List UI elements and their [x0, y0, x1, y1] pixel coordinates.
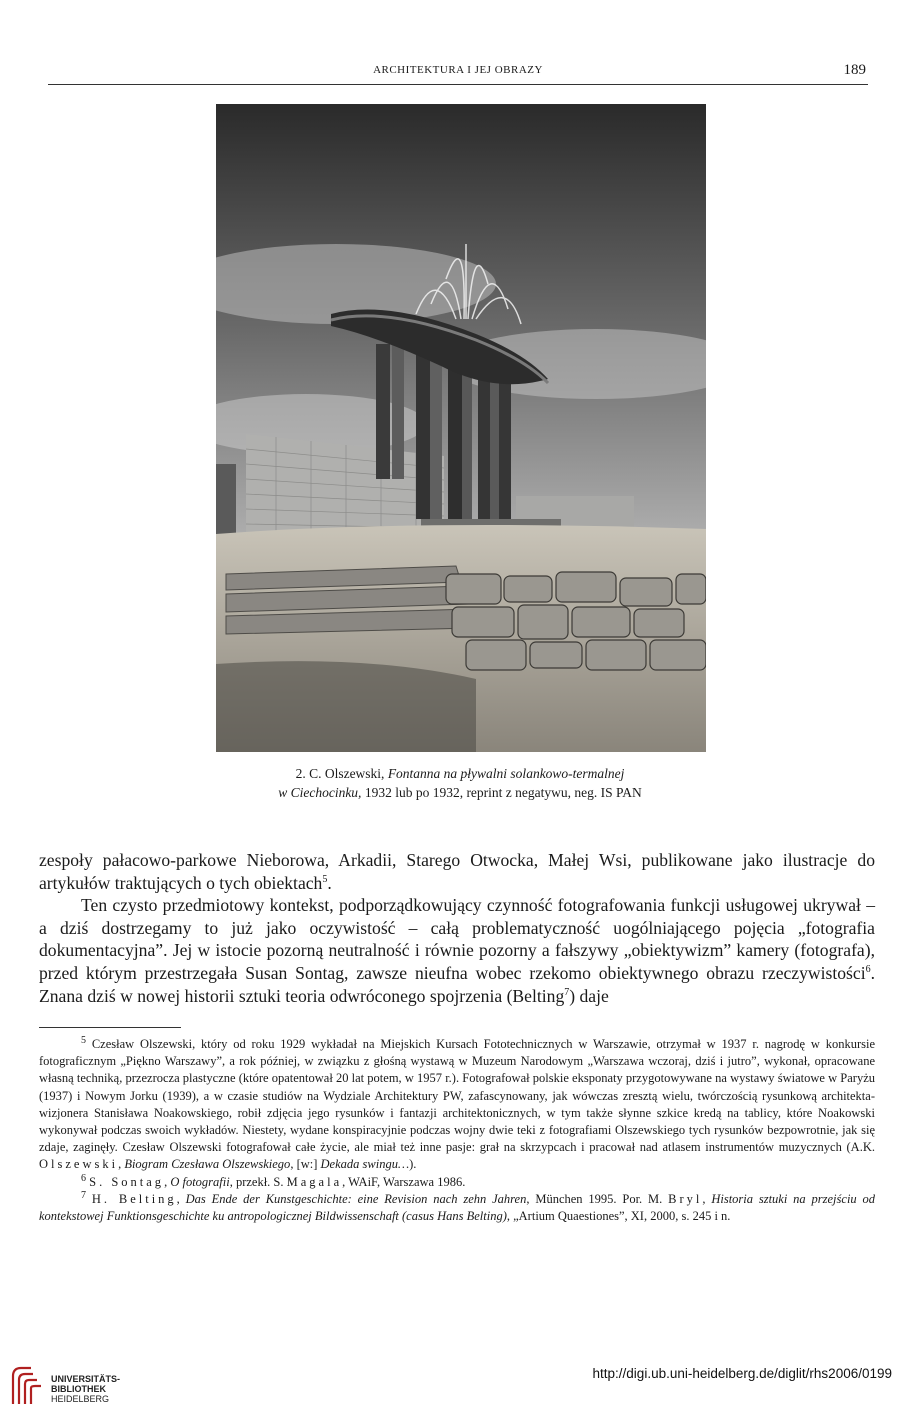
figure-caption-line-2: w Ciechocinku, 1932 lub po 1932, reprint z negatywu, neg. IS PAN — [278, 785, 642, 800]
running-title: ARCHITEKTURA I JEJ OBRAZY — [373, 64, 543, 76]
library-logo[interactable] — [9, 1360, 159, 1410]
footnote-7: $^7$ H. Belting, Das Ende der Kunstgeschichte: eine Revision nach zehn Jahren, München 1995. Por. M. Bryl, Historia sztuki na przejściu od kontekstowej Funktionsgeschichte ku antropologicznej Bildwissenschaft (casus Hans Belting), „Artium Quaestiones”, XI, 2000, s. 245 i n. — [39, 1189, 876, 1224]
library-name: UNIVERSITÄTS- BIBLIOTHEK HEIDELBERG — [51, 1374, 121, 1404]
stone-steps — [226, 566, 474, 634]
source-url-link[interactable]: http://digi.ub.uni-heidelberg.de/diglit/rhs2006/0199 — [592, 1366, 892, 1381]
footnote-6: $^6$ S. Sontag, O fotografii, przekł. S. Magala, WAiF, Warszawa 1986. — [81, 1172, 466, 1189]
building-left — [216, 464, 236, 544]
footnote-5: $^5$ Czesław Olszewski, który od roku 1929 wykładał na Miejskich Kursach Fototechnicznych w Warszawie, otrzymał w 1937 r. nagrodę w konkursie fotograficznym „Piękno Warszawy”, a rok później, w związku z głośną wystawą w Muzeum Narodowym „Warszawa wczoraj, dziś i jutro”, wykonał, opracowane własną techniką, przezrocza plastyczne (które opatentował 20 lat potem, w 1957 r.). Fotografował polskie eksponaty przygotowywane na wystawy światowe w Paryżu (1937) i Nowym Jorku (1939), a w czasie studiów na Wydziale Architektury PW, zafascynowany, jak wówczas zresztą wielu, twórczością rysunkową architekta-wizjonera Stanisława Noakowskiego, robił zdjęcia jego rysunków i fantazji architektonicznych, w tym także słynne szkice kredą na tablicy, które Noakowski wykonywał podczas swoich wykładów. Niestety, wydane konspiracyjnie podczas wojny dwie teki z fotografiami Olszewskiego tych rysunków bezpowrotnie, jak się zdaje, zaginęły. Czesław Olszewski fotografował całe życie, ale miał też inne pasje: grał na skrzypcach i pracował nad atlasem instrumentów muzycznych (A.K. Olszewski, Biogram Czesława Olszewskiego, [w:] Dekada swingu…). — [39, 1034, 875, 1172]
running-head — [48, 62, 868, 85]
footnote-divider — [39, 1027, 181, 1028]
body-text — [39, 849, 875, 1007]
footnote-ref-5: 5 — [322, 873, 328, 885]
fountain-photograph — [216, 104, 706, 752]
page-number: 189 — [843, 62, 866, 78]
footnote-ref-7: 7 — [564, 986, 570, 998]
fountain-photo-illustration — [216, 104, 706, 752]
paragraph-2: Ten czysto przedmiotowy kontekst, podporządkowujący czynność fotografowania funkcji usługowej ukrywał – a dziś dostrzegamy to już jako oczywistość – całą problematyczność uogólniającego pojęcia „fotografia dokumentacyjna”. Jej w istocie pozorną neutralność i równie pozorny a fałszywy „obiektywizm” kamery (fotografa), przed którym przestrzegała Susan Sontag, zawsze nieufna wobec rzekomo obiektywnego obrazu rzeczywistości$^6$. Znana dziś w nowej historii sztuki teoria odwróconego spojrzenia (Belting$^7$) daje — [39, 895, 875, 1006]
footnote-ref-6: 6 — [865, 964, 871, 976]
paragraph-1: zespoły pałacowo-parkowe Nieborowa, Arkadii, Starego Otwocka, Małej Wsi, publikowane jako ilustracje do artykułów traktujących o tych obiektach$^5$. — [39, 850, 875, 893]
stone-wall — [446, 572, 706, 670]
library-emblem-icon — [9, 1362, 45, 1406]
foreground-shadow — [216, 661, 476, 752]
footnotes — [39, 1036, 875, 1225]
figure-caption-line-1: 2. C. Olszewski, Fontanna na pływalni solankowo-termalnej — [295, 766, 625, 781]
